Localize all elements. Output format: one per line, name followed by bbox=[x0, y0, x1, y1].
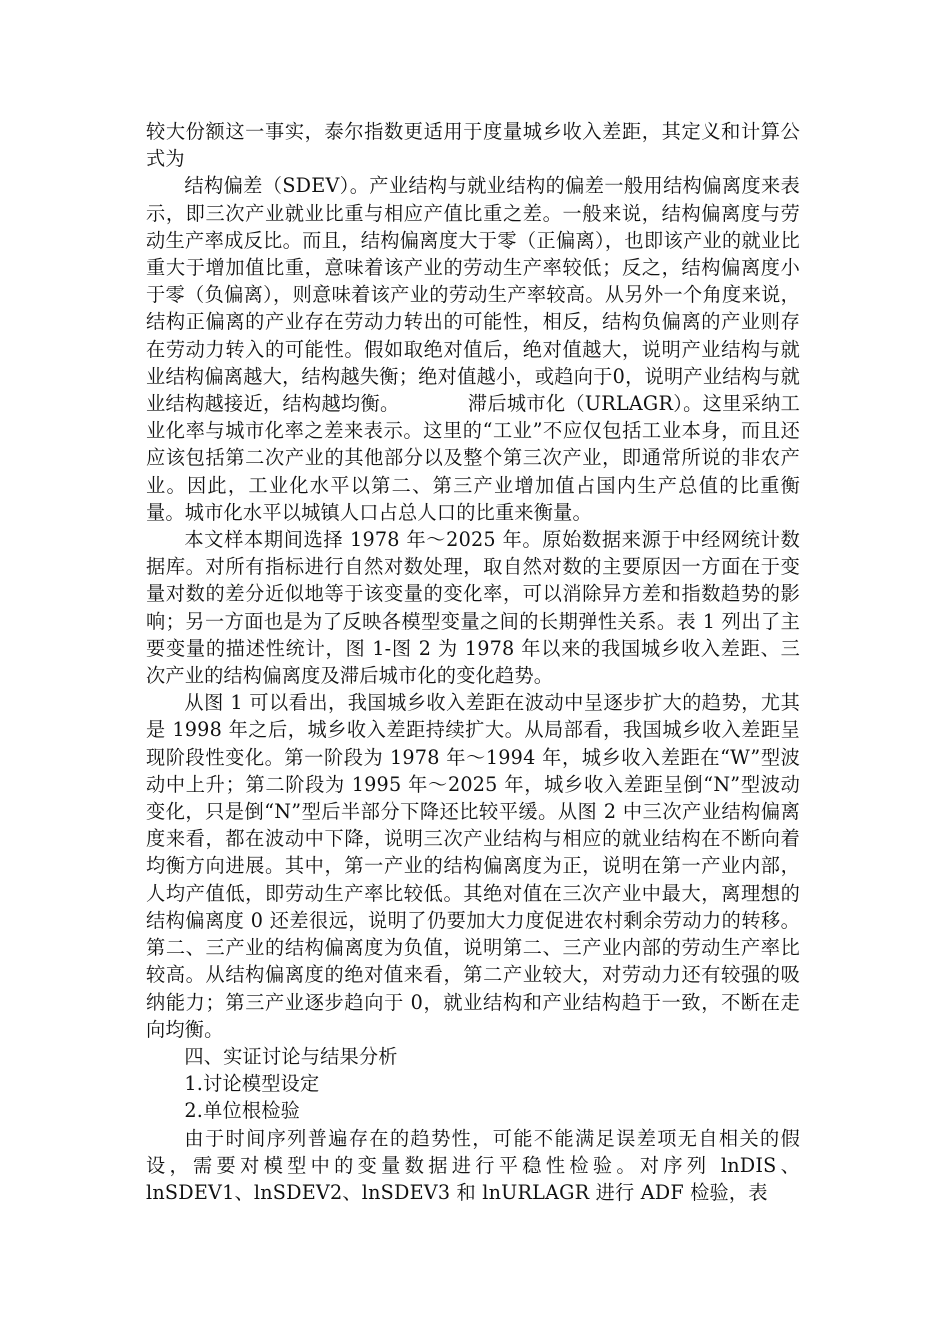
paragraph-1: 较大份额这一事实，泰尔指数更适用于度量城乡收入差距，其定义和计算公式为 bbox=[146, 120, 800, 171]
paragraph-structural-deviation: 结构偏差（SDEV）。产业结构与就业结构的偏差一般用结构偏离度来表示，即三次产业就业比重与相应产值比重之差。一般来说，结构偏离度与劳动生产率成反比。而且，结构偏离度大于零（正偏离），也即该产业的就业比重大于增加值比重，意味着该产业的劳动生产率较低；反之，结构偏离度小于零（负偏离），则意味着该产业的劳动生产率较高。从另外一个角度来说，结构正偏离的产业存在劳动力转出的可能性，相反，结构负偏离的产业则存在劳动力转入的可能性。假如取绝对值后，绝对值越大，说明产业结构与就业结构偏离越大，结构越失衡；绝对值越小，或趋向于0，说明产业结构与就业结构越接近，结构越均衡。 滞后城市化（URLAGR）。这里采纳工业化率与城市化率之差来表示。这里的“工业”不应仅包括工业本身，而且还应该包括第二次产业的其他部分以及整个第三次产业，即通常所说的非农产业。因此，工业化水平以第二、第三产业增加值占国内生产总值的比重衡量。城市化水平以城镇人口占总人口的比重来衡量。 bbox=[146, 174, 800, 524]
subsection-heading-model: 1.讨论模型设定 bbox=[184, 1072, 320, 1096]
paragraph-sample-period: 本文样本期间选择 1978 年～2025 年。原始数据来源于中经网统计数据库。对所有指标进行自然对数处理，取自然对数的主要原因一方面在于变量对数的差分近似地等于该变量的变化率，可以消除异方差和指数趋势的影响；另一方面也是为了反映各模型变量之间的长期弹性关系。表 1 列出了主要变量的描述性统计，图 1-图 2 为 1978 年以来的我国城乡收入差距、三次产业的结构偏离度及滞后城市化的变化趋势。 bbox=[146, 528, 800, 688]
paragraph-unit-root-test: 由于时间序列普遍存在的趋势性，可能不能满足误差项无自相关的假设，需要对模型中的变量数据进行平稳性检验。对序列 lnDIS、lnSDEV1、lnSDEV2、lnSDEV3 和 lnURLAGR 进行 ADF 检验，表 bbox=[146, 1126, 800, 1204]
section-heading-empirical: 四、实证讨论与结果分析 bbox=[184, 1044, 398, 1068]
paragraph-figure-analysis: 从图 1 可以看出，我国城乡收入差距在波动中呈逐步扩大的趋势，尤其是 1998 年之后，城乡收入差距持续扩大。从局部看，我国城乡收入差距呈现阶段性变化。第一阶段为 1978 年～1994 年，城乡收入差距在“W”型波动中上升；第二阶段为 1995 年～2025 年，城乡收入差距呈倒“N”型波动变化，只是倒“N”型后半部分下降还比较平缓。从图 2 中三次产业结构偏离度来看，都在波动中下降，说明三次产业结构与相应的就业结构在不断向着均衡方向进展。其中，第一产业的结构偏离度为正，说明在第一产业内部，人均产值低，即劳动生产率比较低。其绝对值在三次产业中最大，离理想的结构偏离度 0 还差很远，说明了仍要加大力度促进农村剩余劳动力的转移。第二、三产业的结构偏离度为负值，说明第二、三产业内部的劳动生产率比较高。从结构偏离度的绝对值来看，第二产业较大，对劳动力还有较强的吸纳能力；第三产业逐步趋向于 0，就业结构和产业结构趋于一致，不断在走向均衡。 bbox=[146, 691, 800, 1041]
subsection-heading-unit-root: 2.单位根检验 bbox=[184, 1099, 301, 1123]
